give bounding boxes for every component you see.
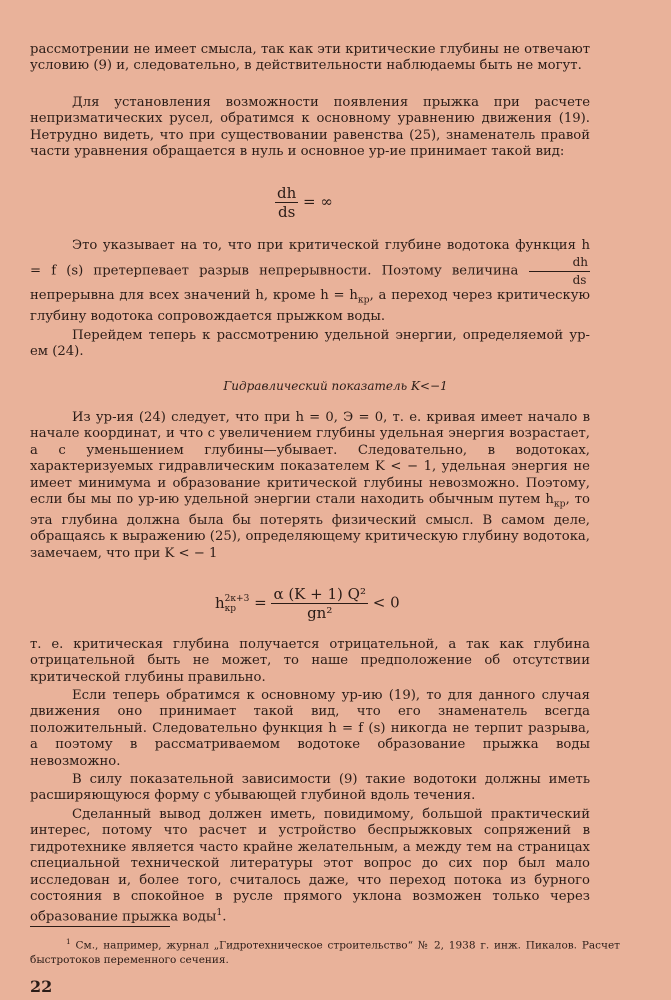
fraction-critical <box>271 585 368 622</box>
equation-rhs: = ∞ <box>303 192 333 211</box>
paragraph-jump-condition: Для установления возможности появления прыжка при расчете непризматических русел, обратимся к основному уравнению движения (19). Нетрудно видеть, что при существовании равенства (25), знаменатель правой части уравнения обращается в нуль и основное ур-ие принимает такой вид: <box>30 95 590 160</box>
superscript: 2к+3 <box>224 593 250 604</box>
text-part: Из ур-ия (24) следует, что при h = 0, Э = 0, т. е. кривая имеет начало в начале координат, и что с увеличением глубины удельная энергия возрастает, а с уменьшением глубины—убывает. Следовательно, в водотоках, характеризуемых гидравлическим показателем K < − 1, удельная энергия не имеет минимума и образование критической глубины невозможно. Поэтому, если бы мы по ур-ию удельной энергии стали находить обычным путем h <box>30 410 590 508</box>
fraction-denominator: ds <box>572 272 587 287</box>
paragraph-energy-intro: Перейдем теперь к рассмотрению удельной энергии, определяемой ур-ем (24). <box>30 328 590 360</box>
subscript: кр <box>553 498 566 510</box>
fraction-denominator: gn² <box>307 604 333 622</box>
fraction-denominator: ds <box>277 203 296 221</box>
text-part: . <box>222 909 227 925</box>
footnote <box>30 935 620 967</box>
paragraph-negative-depth: т. е. критическая глубина получается отрицательной, а так как глубина отрицательной быть не может, то наше предположение об отсутствии критической глубины правильно. <box>30 637 590 685</box>
footnote-text: См., например, журнал „Гидротехническое строительство“ № 2, 1938 г. инж. Пикалов. Расчет быстротоков переменного сечения. <box>30 939 620 966</box>
paragraph-discontinuity <box>30 238 590 326</box>
subscript: кр <box>224 603 237 614</box>
text-part: Сделанный вывод должен иметь, повидимому, большой практический интерес, потому что расчет и устройство беспрыжковых сопряжений в гидротехнике является часто крайне желательным, а между тем на страницах специальной технической литературы этот вопрос до сих пор был мало исследован и, более того, считалось даже, что переход потока из бурного состояния в спокойное в русле прямого уклона возможен только через образование прыжка воды <box>30 807 590 925</box>
page-number: 22 <box>30 977 53 996</box>
fraction-dh-ds <box>275 184 298 221</box>
paragraph-main-equation: Если теперь обратимся к основному ур-ию (19), то для данного случая движения оно принимает такой вид, что его знаменатель всегда положительный. Следовательно функция h = f (s) никогда не терпит разрыва, а поэтому в рассматриваемом водотоке образование прыжка воды невозможно. <box>30 688 590 769</box>
paragraph-energy-analysis <box>30 410 590 562</box>
inline-fraction-dh-ds <box>529 254 590 288</box>
section-heading: Гидравлический показатель K<−1 <box>223 379 448 393</box>
equation-rhs: < 0 <box>372 593 400 612</box>
text-part: , то эта глубина должна была бы потерять физический смысл. В самом деле, обращаясь к выражению (25), определяющему критическую глубину водотока, замечаем, что при K < − 1 <box>30 492 590 561</box>
subscript: кр <box>357 294 370 306</box>
text-part: , а переход через критическую глубину водотока сопровождается прыжком воды. <box>30 288 590 325</box>
paragraph-conclusion <box>30 807 590 926</box>
footnote-divider <box>30 926 170 927</box>
paragraph-continuation: рассмотрении не имеет смысла, так как эти критические глубины не отвечают условию (9) и, следовательно, в действительности наблюдаемы быть не могут. <box>30 42 590 74</box>
footnote-mark: 1 <box>66 937 71 946</box>
fraction-numerator: α (K + 1) Q² <box>273 585 366 603</box>
equation-lhs <box>215 594 249 612</box>
equation-dh-ds-infinity <box>275 184 333 221</box>
paragraph-exponential: В силу показательной зависимости (9) такие водотоки должны иметь расширяющуюся форму с убывающей глубиной вдоль течения. <box>30 772 590 804</box>
text-part: непрерывна для всех значений h, кроме h = h <box>30 288 358 304</box>
fraction-numerator: dh <box>529 254 590 271</box>
equation-critical-depth: h 2к+3 кр = $\frac{\text{α (K + 1) Q²}}{\text{gn²}}$ < 0 <box>215 585 400 622</box>
fraction-numerator: dh <box>277 184 297 202</box>
h-symbol: h <box>215 593 225 612</box>
text-part: Это указывает на то, что при критической глубине водотока функция h = f (s) претерпевает разрыв непрерывности. Поэтому величина <box>30 238 590 279</box>
footnote-ref: 1 <box>216 907 223 919</box>
